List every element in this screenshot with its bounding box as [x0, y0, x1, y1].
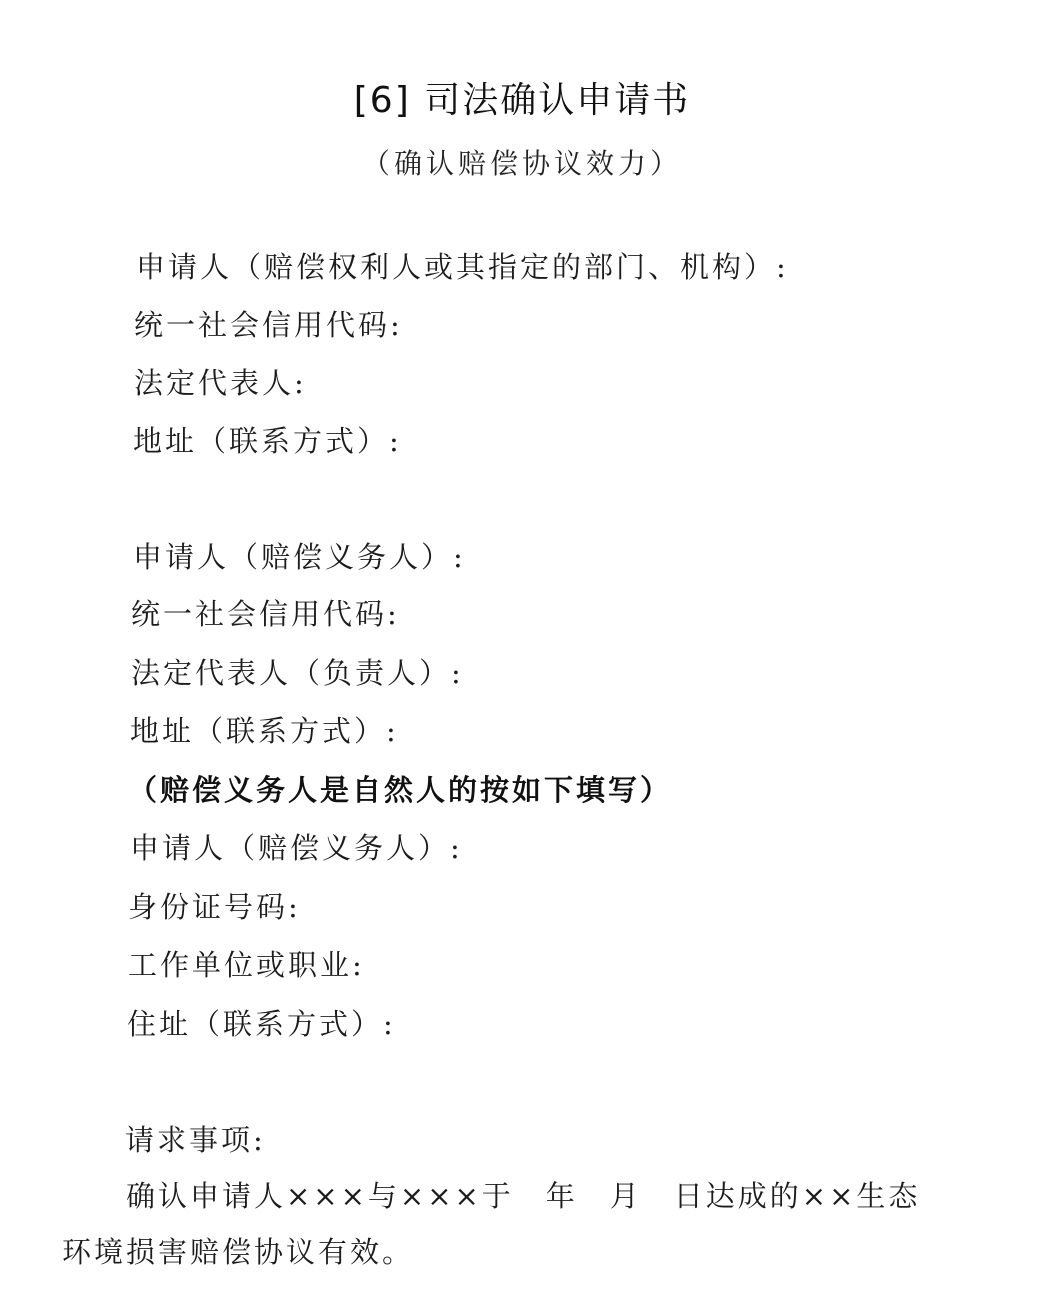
rights-holder-legal-rep-label: 法定代表人:: [134, 366, 307, 400]
document-subtitle: （确认赔偿协议效力）: [361, 147, 682, 180]
requests-body: 确认申请人×××与×××于 年 月 日达成的××生态环境损害赔偿协议有效。: [62, 1179, 921, 1269]
natural-person-note: （赔偿义务人是自然人的按如下填写）: [128, 773, 673, 807]
id-number-label: 身份证号码:: [128, 890, 301, 924]
obligor-legal-rep-label: 法定代表人（负责人）:: [131, 656, 464, 690]
rights-holder-applicant-label: 申请人（赔偿权利人或其指定的部门、机构）:: [136, 250, 789, 284]
obligor-applicant-label: 申请人（赔偿义务人）:: [133, 540, 466, 574]
document-title: [6] 司法确认申请书: [353, 80, 691, 121]
residence-label: 住址（联系方式）:: [127, 1007, 396, 1041]
employer-label: 工作单位或职业:: [128, 948, 365, 982]
obligor-credit-code-label: 统一社会信用代码:: [131, 597, 400, 631]
requests-heading: 请求事项:: [125, 1123, 266, 1157]
natural-person-applicant-label: 申请人（赔偿义务人）:: [130, 831, 463, 865]
rights-holder-credit-code-label: 统一社会信用代码:: [134, 308, 403, 342]
rights-holder-address-label: 地址（联系方式）:: [133, 424, 402, 458]
obligor-address-label: 地址（联系方式）:: [130, 714, 399, 748]
